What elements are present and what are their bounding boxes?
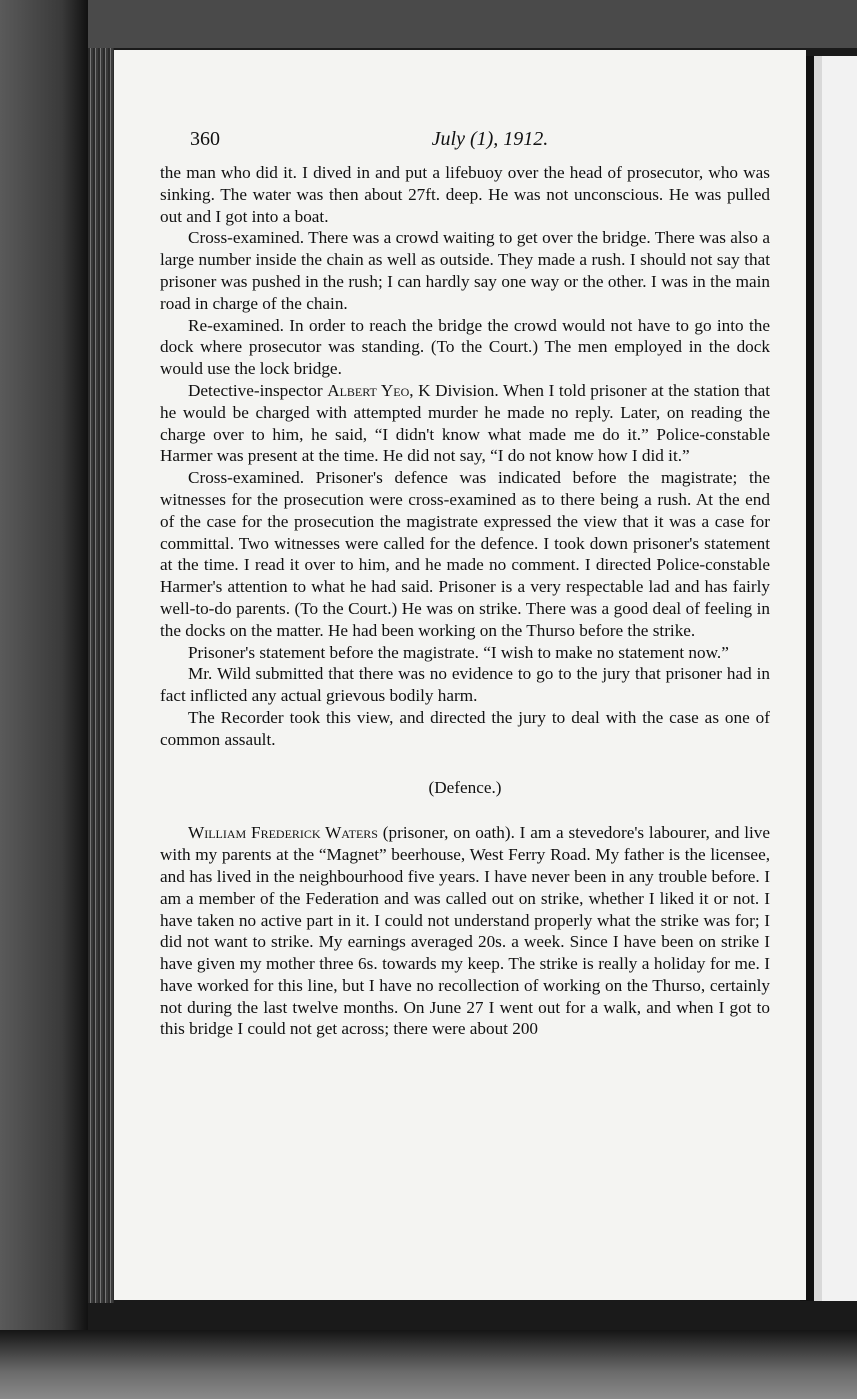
paragraph-text: (prisoner, on oath). I am a stevedore's labourer, and live with my parents at the “Magnet” beerhouse, West Ferry Road. My father is the licensee, and has lived in the neighbourhood five years. I have never been in any trouble before. I am a member of the Federation and was called out on strike, whether I liked it or not. I have taken no active part in it. I could not understand properly what the strike was for; I did not want to strike. My earnings averaged 20s. a week. Since I have been on strike I have given my mother three 6s. towards my keep. The strike is really a holiday for me. I have worked for this line, but I have no recollection of working on the Thurso, certainly not during the last twelve months. On June 27 I went out for a walk, and when I got to this bridge I could not get across; there were about 200 (160, 823, 770, 1039)
book-spine (88, 48, 114, 1303)
section-heading: (Defence.) (428, 777, 502, 797)
paragraph: The Recorder took this view, and directed the jury to deal with the case as one of common assault. (160, 707, 770, 749)
page-body (160, 162, 770, 1040)
paragraph: Prisoner's statement before the magistrate. “I wish to make no statement now.” (188, 642, 729, 662)
page-number: 360 (190, 128, 220, 150)
paragraph: the man who did it. I dived in and put a lifebuoy over the head of prosecutor, who was sinking. The water was then about 27ft. deep. He was not unconscious. He was pulled out and I got into a boat. (160, 163, 770, 226)
book-page (114, 50, 806, 1300)
witness-name: William Frederick Waters (188, 823, 378, 843)
paragraph: Re-examined. In order to reach the bridge the crowd would not have to go into the dock where prosecutor was standing. (To the Court.) The men employed in the dock would use the lock bridge. (160, 315, 770, 379)
paragraph: Cross-examined. Prisoner's defence was indicated before the magistrate; the witnesses for the prosecution were cross-examined as to there being a rush. At the end of the case for the prosecution the magistrate expressed the view that it was a case for committal. Two witnesses were called for the defence. I took down prisoner's statement at the time. I read it over to him, and he made no comment. I directed Police-constable Harmer's attention to what he had said. Prisoner is a very respectable lad and has fairly well-to-do parents. (To the Court.) He was on strike. There was a good deal of feeling in the docks on the matter. He had been working on the Thurso before the strike. (160, 468, 770, 640)
page-header (190, 128, 790, 158)
scan-background-bottom (0, 1330, 857, 1399)
witness-name: Albert Yeo (327, 380, 410, 400)
paragraph (160, 380, 770, 467)
next-page-edge (800, 56, 857, 1301)
paragraph: Mr. Wild submitted that there was no evidence to go to the jury that prisoner had in fact inflicted any actual grievous bodily harm. (160, 664, 770, 706)
scan-background-top (0, 0, 857, 48)
running-head: July (1), 1912. (431, 128, 549, 150)
scan-background-left (0, 0, 88, 1399)
paragraph: Cross-examined. There was a crowd waiting to get over the bridge. There was also a large number inside the chain as well as outside. They made a rush. I should not say that prisoner was pushed in the rush; I can hardly say one way or the other. I was in the main road in charge of the chain. (160, 228, 770, 313)
paragraph-lead: Detective-inspector (188, 380, 328, 400)
paragraph-text: , K Division. When I told prisoner at the station that he would be charged with attempted murder he made no reply. Later, on reading the charge over to him, he said, “I didn't know what made me do it.” Police-constable Harmer was present at the time. He did not say, “I do not know how I did it.” (160, 380, 770, 466)
paragraph (160, 822, 770, 1040)
